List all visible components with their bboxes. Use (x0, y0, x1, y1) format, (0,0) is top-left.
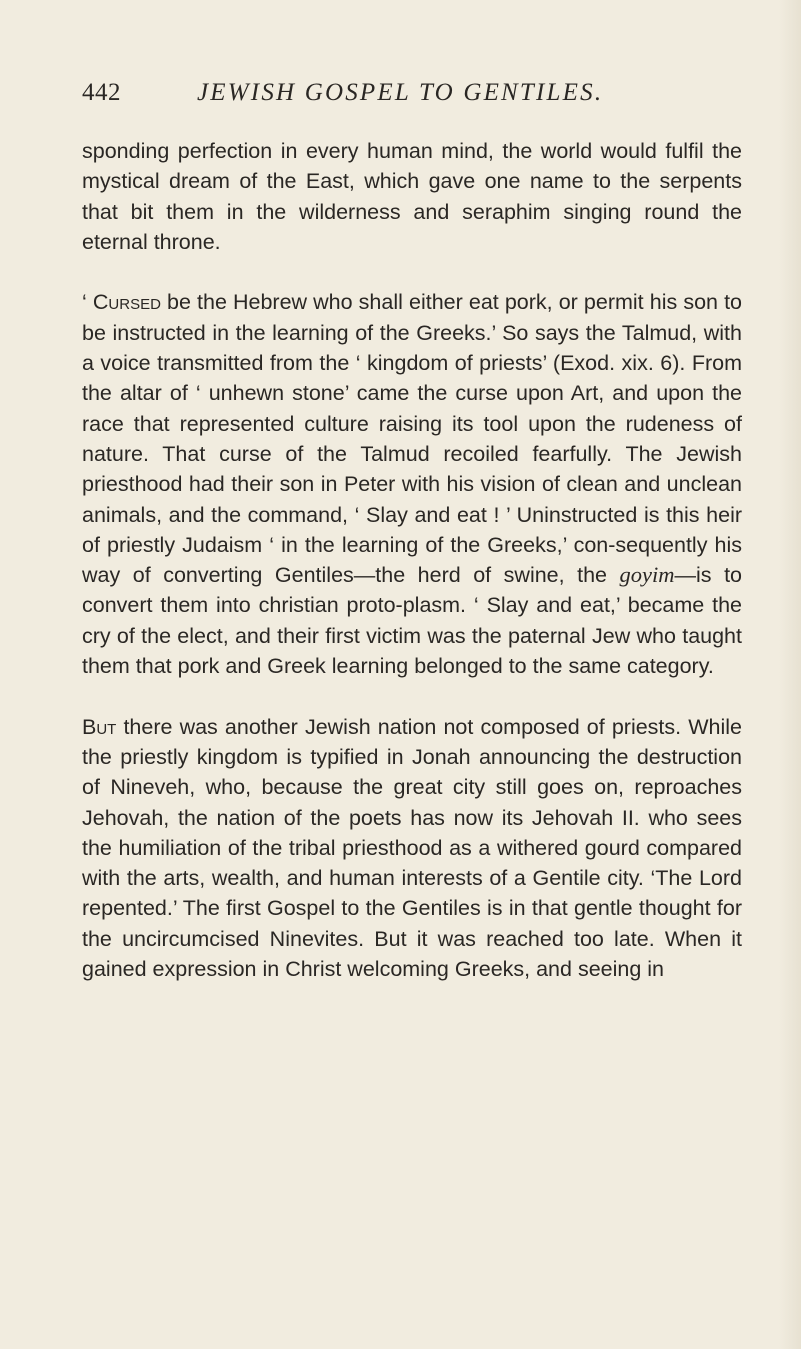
paragraph-1-text: sponding perfection in every human mind, the world would fulfil the mystical dream of the East, which gave one name to the serpents that bit them in the wilderness and seraphim singing round the eternal throne. (82, 139, 742, 254)
paragraph-2-open-quote: ‘ (82, 290, 93, 315)
paragraph-3 (82, 712, 742, 985)
paragraph-1 (82, 136, 742, 257)
paragraph-3-lead-word: But (82, 714, 117, 739)
body-text (82, 136, 742, 984)
page-edge-shadow (779, 0, 801, 1349)
paragraph-2-lead-word: Cursed (92, 290, 161, 315)
paragraph-3-text: there was another Jewish nation not composed of priests. While the priestly kingdom is typified in Jonah announcing the destruction of Nineveh, who, because the great city still goes on, reproaches Jehovah, the nation of the poets has now its Jehovah II. who sees the humiliation of the tribal priesthood as a withered gourd compared with the arts, wealth, and human interests of a Gentile city. ‘The Lord repented.’ The first Gospel to the Gentiles is in that gentle thought for the uncircumcised Ninevites. But it was reached too late. When it gained expression in Christ welcoming Greeks, and seeing in (82, 714, 742, 982)
paragraph-2-italic-word: goyim (619, 562, 675, 588)
paragraph-2-text-a: be the Hebrew who shall either eat pork, or permit his son to be instructed in the learning of the Greeks.’ So says the Talmud, with a voice transmitted from the ‘ kingdom of priests’ (Exod. xix. 6). From the altar of ‘ unhewn stone’ came the curse upon Art, and upon the race that represented culture raising its tool upon the rudeness of nature. That curse of the Talmud recoiled fearfully. The Jewish priesthood had their son in Peter with his vision of clean and unclean animals, and the command, ‘ Slay and eat ! ’ Uninstructed is this heir of priestly Judaism ‘ in the learning of the Greeks,’ con-sequently his way of converting Gentiles—the herd of swine, the (82, 290, 742, 588)
paragraph-2-text-b: —is to convert them into christian proto-plasm. ‘ Slay and eat,’ became the cry of the elect, and their first victim was the paternal Jew who taught them that pork and Greek learning belonged to the same category. (82, 563, 743, 679)
running-head: JEWISH GOSPEL TO GENTILES. (197, 79, 604, 106)
page-number: 442 (82, 79, 121, 106)
page-header (82, 78, 742, 108)
paragraph-2 (82, 287, 742, 681)
